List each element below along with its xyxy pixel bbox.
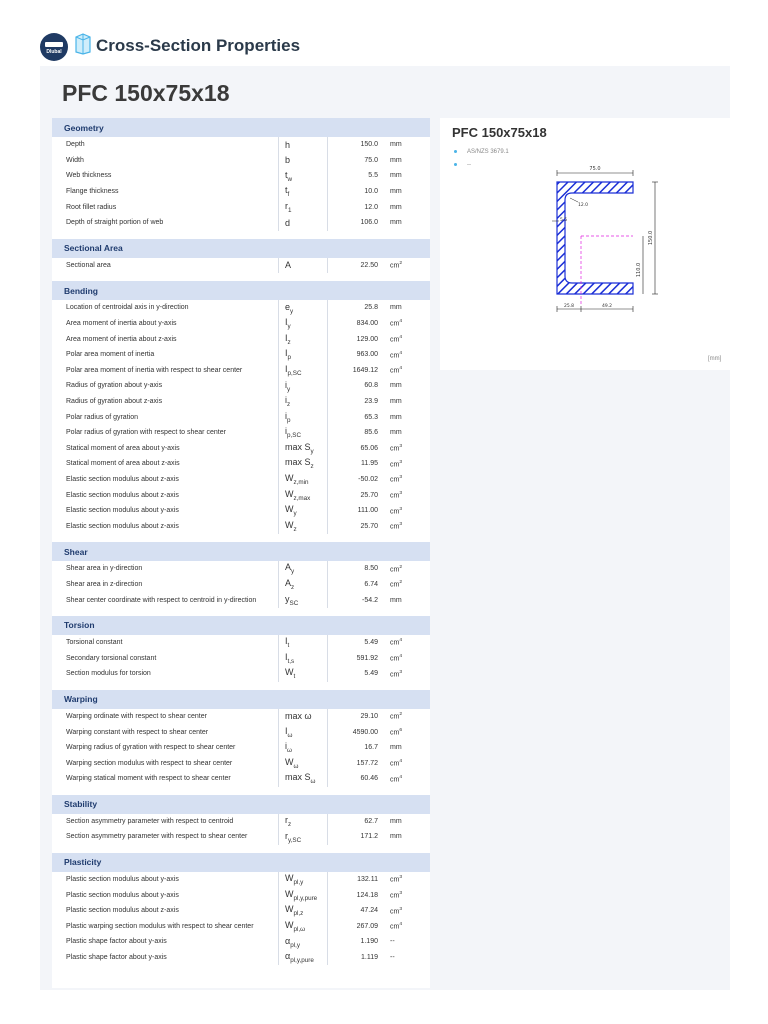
table-row	[52, 919, 430, 935]
property-unit: $cm^4$	[390, 922, 403, 931]
property-unit: $cm^3$	[390, 891, 403, 900]
property-unit: $cm^3$	[390, 522, 403, 531]
table-row	[52, 771, 430, 787]
property-value: 65.06	[360, 444, 378, 452]
dlubal-logo	[40, 33, 68, 61]
property-description: Section asymmetry parameter with respect to shear center	[52, 829, 279, 845]
property-symbol: $I_{t,s}$	[279, 650, 328, 666]
property-unit: mm	[390, 429, 402, 437]
table-row	[52, 829, 430, 845]
property-value: 963.00	[356, 351, 378, 359]
property-symbol: $W_{z,min}$	[279, 472, 328, 488]
property-value: 5.49	[364, 639, 378, 647]
property-description: Area moment of inertia about y-axis	[52, 316, 279, 332]
property-symbol: $W_\omega$	[279, 755, 328, 771]
table-row	[52, 215, 430, 231]
property-description: Location of centroidal axis in y-direction	[52, 300, 279, 316]
table-row	[52, 709, 430, 725]
property-symbol: $A_y$	[279, 561, 328, 577]
property-value: 6.74	[364, 580, 378, 588]
property-symbol: $\max S_\omega$	[279, 771, 328, 787]
property-unit: mm	[390, 219, 402, 227]
property-symbol: $I_y$	[279, 316, 328, 332]
property-symbol: $W_{z,max}$	[279, 487, 328, 503]
section-header-stability: Stability	[52, 795, 430, 814]
property-description: Plastic section modulus about y-axis	[52, 872, 279, 888]
table-row	[52, 331, 430, 347]
content-panel	[40, 66, 730, 990]
property-symbol: d	[279, 215, 328, 231]
property-symbol: $r_z$	[279, 814, 328, 830]
dim-bottom-left: 25.8	[563, 304, 575, 309]
table-row	[52, 168, 430, 184]
property-unit: mm	[390, 744, 402, 752]
property-unit: $cm^4$	[390, 654, 403, 663]
section-header-bending: Bending	[52, 281, 430, 300]
property-value: 834.00	[356, 320, 378, 328]
property-unit: mm	[390, 203, 402, 211]
table-row	[52, 814, 430, 830]
property-value: 12.0	[364, 203, 378, 211]
property-value: 25.8	[364, 304, 378, 312]
table-row	[52, 755, 430, 771]
property-description: Plastic section modulus about y-axis	[52, 887, 279, 903]
table-row	[52, 561, 430, 577]
properties-table	[52, 118, 430, 965]
property-unit: $cm^3$	[390, 444, 403, 453]
table-row	[52, 740, 430, 756]
property-description: Shear area in z-direction	[52, 577, 279, 593]
bullet-icon	[454, 150, 457, 153]
bullet-icon	[454, 163, 457, 166]
property-value: 591.92	[356, 654, 378, 662]
property-symbol: $i_\omega$	[279, 740, 328, 756]
property-description: Elastic section modulus about z-axis	[52, 487, 279, 503]
table-row	[52, 950, 430, 966]
property-unit: $cm^2$	[390, 712, 403, 721]
property-description: Shear area in y-direction	[52, 561, 279, 577]
property-symbol: $e_y$	[279, 300, 328, 316]
property-unit: $cm^3$	[390, 875, 403, 884]
property-symbol: $i_p$	[279, 409, 328, 425]
property-value: 16.7	[364, 744, 378, 752]
property-symbol: h	[279, 137, 328, 153]
property-symbol: $i_y$	[279, 378, 328, 394]
property-description: Width	[52, 153, 279, 169]
property-unit: $cm^4$	[390, 334, 403, 344]
table-row	[52, 441, 430, 457]
property-description: Elastic section modulus about y-axis	[52, 503, 279, 519]
property-description: Section asymmetry parameter with respect to centroid	[52, 814, 279, 830]
property-unit: mm	[390, 596, 402, 604]
property-symbol: $I_\omega$	[279, 724, 328, 740]
property-unit: $cm^4$	[390, 774, 403, 783]
property-value: -54.2	[362, 596, 378, 604]
cross-section-icon	[74, 33, 92, 55]
property-value: 25.70	[360, 491, 378, 499]
property-unit: mm	[390, 304, 402, 312]
property-description: Warping statical moment with respect to shear center	[52, 771, 279, 787]
table-row	[52, 518, 430, 534]
property-symbol: $A_z$	[279, 577, 328, 593]
property-symbol: $I_{p,SC}$	[279, 363, 328, 379]
property-value: 1.119	[361, 954, 378, 962]
app-title: Cross-Section Properties	[96, 36, 301, 55]
property-symbol: $\max S_z$	[279, 456, 328, 472]
property-description: Elastic section modulus about z-axis	[52, 472, 279, 488]
property-value: 65.3	[364, 413, 378, 421]
property-value: 4590.00	[352, 728, 378, 736]
section-drawing	[540, 158, 670, 348]
property-unit: --	[390, 954, 395, 962]
property-description: Depth of straight portion of web	[52, 215, 279, 231]
property-symbol: $i_z$	[279, 394, 328, 410]
property-symbol: $r_{y,SC}$	[279, 829, 328, 845]
table-row	[52, 472, 430, 488]
table-row	[52, 934, 430, 950]
property-symbol: $i_{p,SC}$	[279, 425, 328, 441]
property-symbol: $t_f$	[279, 184, 328, 200]
property-value: 157.72	[356, 759, 378, 767]
property-description: Web thickness	[52, 168, 279, 184]
property-unit: $cm^4$	[390, 350, 403, 359]
property-unit: --	[390, 938, 395, 946]
property-unit: $cm^2$	[390, 564, 403, 574]
property-description: Radius of gyration about z-axis	[52, 394, 279, 410]
property-description: Warping ordinate with respect to shear center	[52, 709, 279, 725]
property-symbol: $W_z$	[279, 518, 328, 534]
property-unit: $cm^4$	[390, 366, 403, 375]
property-unit: mm	[390, 413, 402, 421]
property-value: 11.95	[361, 460, 378, 468]
property-value: 267.09	[356, 922, 378, 930]
dim-bottom-right: 49.2	[601, 304, 613, 309]
info-item-standard: AS/NZS 3679.1	[454, 146, 509, 159]
logo-text: Dlubal	[46, 49, 62, 55]
property-unit: mm	[390, 141, 402, 149]
table-row	[52, 199, 430, 215]
table-row	[52, 300, 430, 316]
property-unit: $cm^3$	[390, 475, 403, 484]
properties-table-container	[52, 118, 430, 988]
property-symbol: $\alpha_{pl,y}$	[279, 934, 328, 950]
table-row	[52, 394, 430, 410]
table-row	[52, 347, 430, 363]
property-description: Sectional area	[52, 258, 279, 274]
app-header	[40, 30, 730, 66]
table-row	[52, 577, 430, 593]
table-row	[52, 635, 430, 651]
property-value: 5.49	[364, 670, 378, 678]
unit-note: [mm]	[708, 356, 722, 362]
property-value: 29.10	[360, 712, 378, 720]
channel-profile	[557, 182, 633, 294]
property-value: 8.50	[364, 565, 378, 573]
table-row	[52, 666, 430, 682]
property-unit: $cm^2$	[390, 580, 403, 589]
property-value: 106.0	[360, 219, 378, 227]
property-value: 171.2	[360, 833, 378, 841]
table-row	[52, 872, 430, 888]
property-description: Area moment of inertia about z-axis	[52, 331, 279, 347]
property-unit: $cm^4$	[390, 319, 403, 328]
property-value: 1.190	[360, 938, 378, 946]
table-row	[52, 456, 430, 472]
property-symbol: $\alpha_{pl,y,pure}$	[279, 950, 328, 966]
property-value: 25.70	[360, 522, 378, 530]
property-unit: $cm^4$	[390, 638, 403, 647]
property-unit: $cm^3$	[390, 506, 403, 515]
property-symbol: $W_{pl,y,pure}$	[279, 887, 328, 903]
property-value: 60.46	[360, 775, 378, 783]
property-symbol: $I_z$	[279, 331, 328, 347]
dim-width: 75.0	[589, 166, 601, 172]
table-row	[52, 503, 430, 519]
section-header-geometry: Geometry	[52, 118, 430, 137]
property-symbol: $W_{pl,\omega}$	[279, 919, 328, 935]
property-description: Depth	[52, 137, 279, 153]
property-value: 47.24	[360, 907, 378, 915]
property-description: Statical moment of area about y-axis	[52, 441, 279, 457]
property-value: 62.7	[364, 817, 378, 825]
table-row	[52, 316, 430, 332]
property-description: Polar area moment of inertia with respect to shear center	[52, 363, 279, 379]
section-preview-card	[440, 118, 730, 370]
property-description: Elastic section modulus about z-axis	[52, 518, 279, 534]
property-description: Flange thickness	[52, 184, 279, 200]
property-value: 124.18	[356, 891, 378, 899]
property-unit: mm	[390, 817, 402, 825]
property-symbol: $W_{pl,z}$	[279, 903, 328, 919]
property-unit: $cm^2$	[390, 261, 403, 270]
property-symbol: $I_t$	[279, 635, 328, 651]
property-value: 1649.12	[352, 366, 378, 374]
property-symbol: b	[279, 153, 328, 169]
property-value: 85.6	[364, 429, 378, 437]
card-title: PFC 150x75x18	[452, 125, 547, 140]
table-row	[52, 592, 430, 608]
property-unit: mm	[390, 188, 402, 196]
property-unit: $cm^3$	[390, 669, 403, 678]
property-description: Secondary torsional constant	[52, 650, 279, 666]
property-unit: mm	[390, 156, 402, 164]
property-description: Statical moment of area about z-axis	[52, 456, 279, 472]
property-description: Polar radius of gyration with respect to shear center	[52, 425, 279, 441]
property-unit: mm	[390, 382, 402, 390]
table-row	[52, 409, 430, 425]
property-symbol: $I_p$	[279, 347, 328, 363]
property-symbol: A	[279, 258, 328, 274]
page-title: PFC 150x75x18	[62, 80, 230, 106]
property-value: 5.5	[368, 172, 378, 180]
table-row	[52, 153, 430, 169]
property-value: 129.00	[356, 335, 378, 343]
property-symbol: $t_w$	[279, 168, 328, 184]
property-unit: $cm^4$	[390, 759, 403, 768]
property-value: 150.0	[360, 141, 378, 149]
property-description: Polar area moment of inertia	[52, 347, 279, 363]
property-value: 23.9	[364, 398, 378, 406]
section-header-warping: Warping	[52, 690, 430, 709]
property-description: Section modulus for torsion	[52, 666, 279, 682]
property-symbol: $W_y$	[279, 503, 328, 519]
property-value: 10.0	[364, 188, 378, 196]
table-row	[52, 487, 430, 503]
section-header-sectional-area: Sectional Area	[52, 239, 430, 258]
table-row	[52, 137, 430, 153]
property-symbol: max ω	[279, 709, 328, 725]
property-unit: $cm^3$	[390, 490, 403, 500]
property-description: Radius of gyration about y-axis	[52, 378, 279, 394]
table-row	[52, 903, 430, 919]
property-symbol: $W_{pl,y}$	[279, 872, 328, 888]
dim-half-height: 110.0	[636, 262, 642, 278]
section-header-torsion: Torsion	[52, 616, 430, 635]
section-header-shear: Shear	[52, 542, 430, 561]
dim-height: 150.0	[648, 230, 654, 246]
table-row	[52, 650, 430, 666]
table-row	[52, 363, 430, 379]
table-row	[52, 887, 430, 903]
property-description: Torsional constant	[52, 635, 279, 651]
property-value: 111.00	[357, 507, 378, 515]
property-value: 22.50	[360, 261, 378, 269]
dim-web: 5.5	[560, 218, 568, 223]
property-symbol: $\max S_y$	[279, 441, 328, 457]
table-row	[52, 258, 430, 274]
table-row	[52, 425, 430, 441]
property-description: Warping radius of gyration with respect to shear center	[52, 740, 279, 756]
property-unit: mm	[390, 172, 402, 180]
property-description: Plastic shape factor about y-axis	[52, 950, 279, 966]
property-symbol: $y_{SC}$	[279, 592, 328, 608]
section-info-list	[454, 146, 509, 172]
property-value: -50.02	[358, 475, 378, 483]
property-symbol: $r_1$	[279, 199, 328, 215]
property-description: Plastic warping section modulus with respect to shear center	[52, 919, 279, 935]
property-unit: $cm^6$	[390, 727, 403, 737]
property-unit: mm	[390, 398, 402, 406]
property-unit: $cm^3$	[390, 906, 403, 915]
property-description: Plastic section modulus about z-axis	[52, 903, 279, 919]
table-row	[52, 724, 430, 740]
property-description: Warping section modulus with respect to shear center	[52, 755, 279, 771]
table-row	[52, 184, 430, 200]
property-value: 132.11	[357, 876, 378, 884]
property-description: Warping constant with respect to shear center	[52, 724, 279, 740]
property-value: 60.8	[364, 382, 378, 390]
table-row	[52, 378, 430, 394]
property-symbol: $W_t$	[279, 666, 328, 682]
property-unit: $cm^3$	[390, 459, 403, 469]
dim-fillet: 12.0	[578, 203, 589, 208]
section-header-plasticity: Plasticity	[52, 853, 430, 872]
property-value: 75.0	[364, 156, 378, 164]
property-description: Shear center coordinate with respect to centroid in y-direction	[52, 592, 279, 608]
info-item-note: --	[454, 159, 509, 172]
property-description: Polar radius of gyration	[52, 409, 279, 425]
property-description: Plastic shape factor about y-axis	[52, 934, 279, 950]
property-unit: mm	[390, 833, 402, 841]
property-description: Root fillet radius	[52, 199, 279, 215]
